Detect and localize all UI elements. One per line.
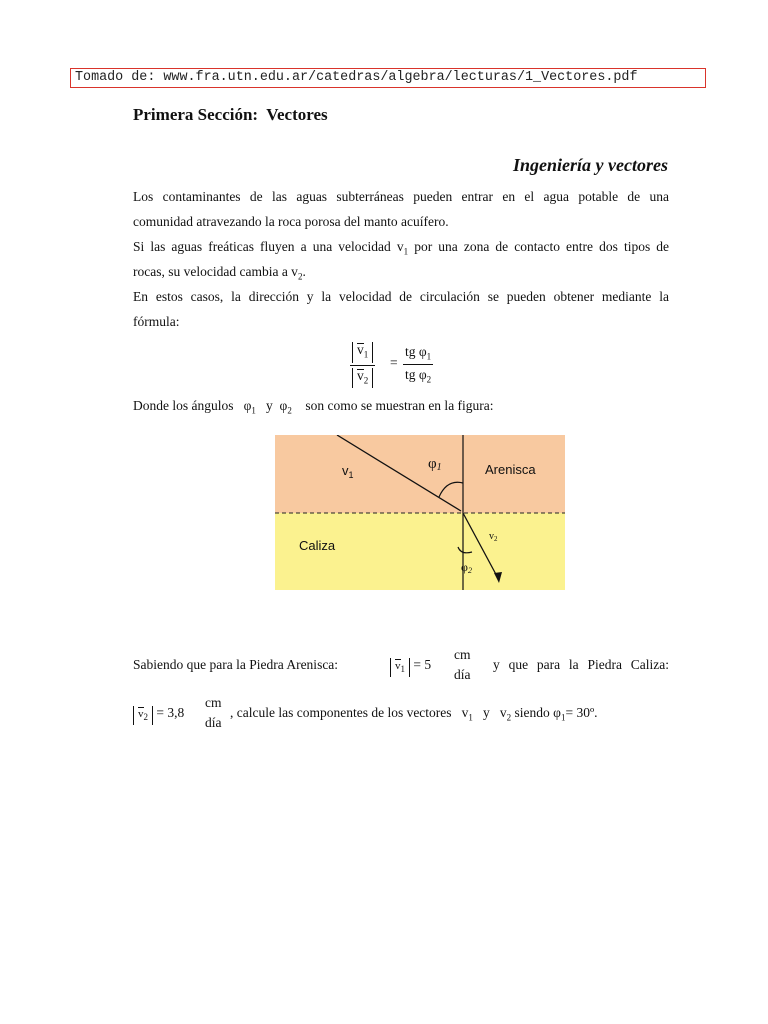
formula-equals: = <box>390 355 398 370</box>
v2-label: $v_2$ <box>489 531 498 543</box>
paragraph-2-text-b: por una zona de contacto entre dos tipos de <box>414 239 670 254</box>
caliza-statement: y que para la Piedra Caliza: <box>493 657 669 672</box>
v2-unit: cm día <box>205 695 222 730</box>
v2-magnitude: $v_2 = 3,8$ <box>133 705 184 725</box>
question-text: , calcule las componentes de los vectores $v_1$ y $v_2$ siendo $\varphi_1=$ 30º. <box>230 705 598 723</box>
phi2-label: φ2 <box>461 560 472 575</box>
paragraph-1b: comunidad atravezando la roca porosa del manto acuífero. <box>133 214 449 229</box>
source-note: Tomado de: www.fra.utn.edu.ar/catedras/algebra/lecturas/1_Vectores.pdf <box>70 68 706 88</box>
caliza-label: Caliza <box>299 538 336 553</box>
paragraph-3: rocas, su velocidad cambia a $v_2$. <box>133 264 306 282</box>
v1-symbol: $v_1$ <box>396 239 409 257</box>
paragraph-2-text-a: Si las aguas freáticas fluyen a una velocidad <box>133 239 391 254</box>
subtitle: Ingeniería y vectores <box>513 155 668 175</box>
refraction-figure <box>275 435 565 590</box>
paragraph-5: Donde los ángulos $\varphi_1$ y $\varphi_2$ son como se muestran en la figura: <box>133 398 494 416</box>
section-title: Primera Sección: Vectores <box>133 105 328 124</box>
phi1-label: φ1 <box>428 456 442 473</box>
v1-label: $v_1$ <box>342 463 354 480</box>
formula-right-fraction: $\frac{tg \varphi_1}{tg \varphi_2}$ <box>405 344 432 385</box>
arenisca-label: Arenisca <box>485 462 536 477</box>
arenisca-statement: Sabiendo que para la Piedra Arenisca: <box>133 657 339 672</box>
paragraph-4: En estos casos, la dirección y la velocidad de circulación se pueden obtener mediante la <box>133 289 669 304</box>
paragraph-4b: fórmula: <box>133 314 180 329</box>
paragraph-1: Los contaminantes de las aguas subterráneas pueden entrar en el agua potable de una <box>133 189 669 204</box>
formula-left-fraction: $\frac{v_1}{v_2}$ <box>350 342 375 388</box>
v1-unit: cm día <box>454 647 471 682</box>
v1-magnitude: $v_1 = 5$ <box>390 657 431 677</box>
